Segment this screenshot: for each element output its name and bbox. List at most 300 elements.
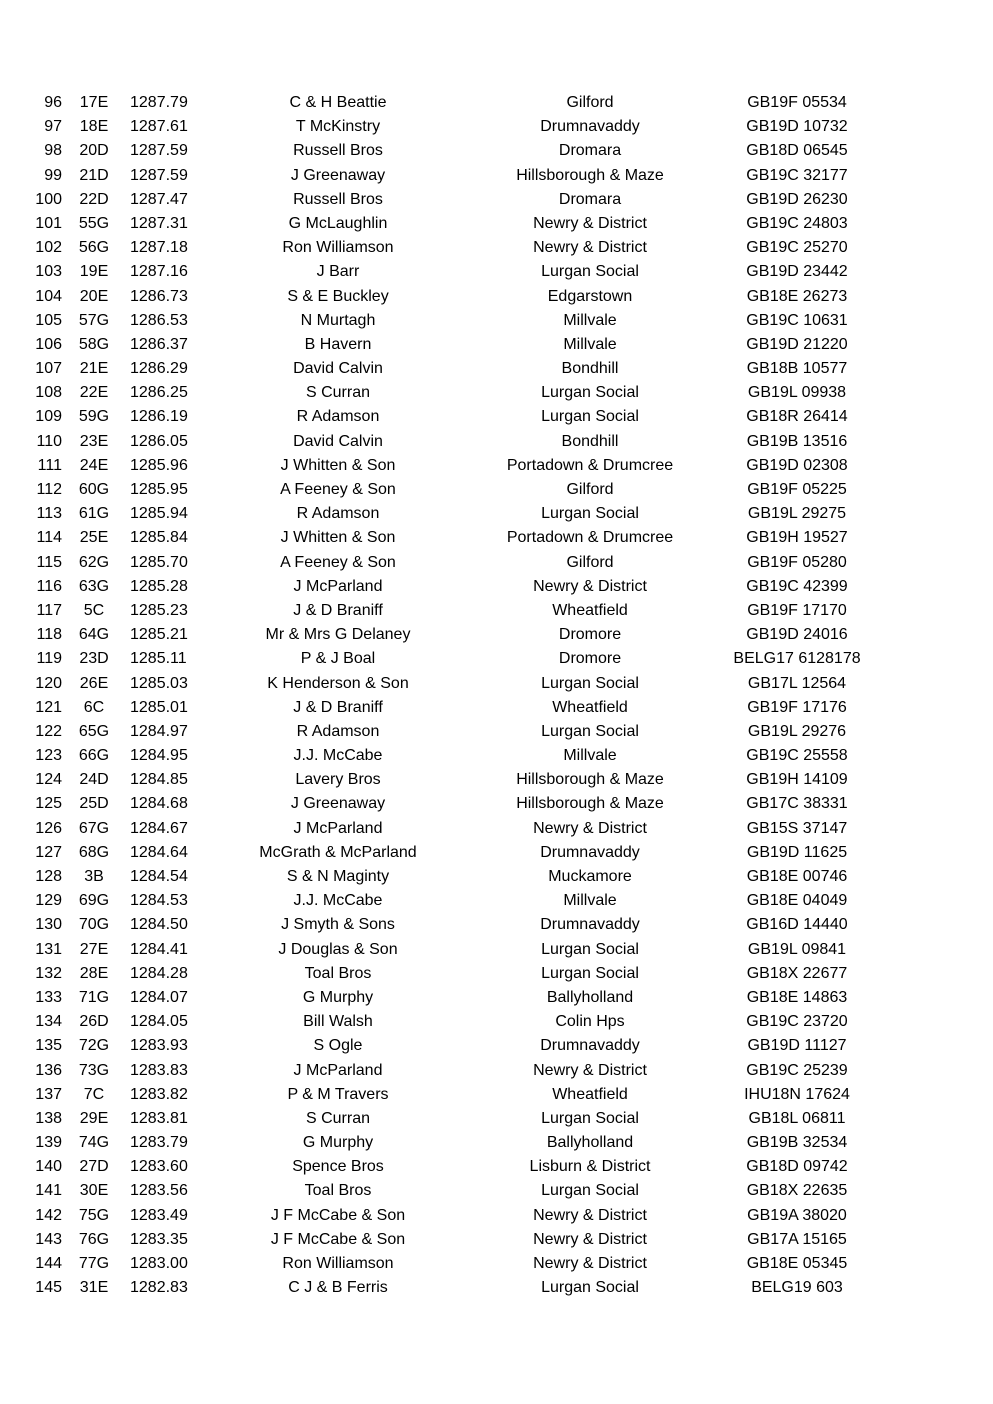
velocity-cell: 1284.41 <box>130 940 188 958</box>
position-cell: 106 <box>35 335 62 353</box>
pen-cell: 21E <box>79 360 109 378</box>
club-cell: Dromore <box>558 650 622 668</box>
position-cell: 103 <box>35 263 62 281</box>
velocity-cell: 1285.11 <box>130 650 187 668</box>
ring-number-cell: GB19F 17170 <box>747 601 847 619</box>
table-row <box>0 526 993 550</box>
velocity-cell: 1284.28 <box>130 964 188 982</box>
table-row <box>0 478 993 502</box>
club-cell: Lurgan Social <box>541 1279 639 1297</box>
pen-cell: 69G <box>78 892 110 910</box>
velocity-cell: 1285.96 <box>130 456 188 474</box>
position-cell: 100 <box>35 190 62 208</box>
velocity-cell: 1285.23 <box>130 601 188 619</box>
fancier-name-cell: J Barr <box>316 263 360 281</box>
velocity-cell: 1283.93 <box>130 1037 188 1055</box>
pen-cell: 70G <box>78 916 110 934</box>
pen-cell: 29E <box>79 1109 109 1127</box>
velocity-cell: 1284.68 <box>130 795 188 813</box>
velocity-cell: 1284.85 <box>130 771 188 789</box>
club-cell: Hillsborough & Maze <box>516 166 664 184</box>
ring-number-cell: GB19C 32177 <box>746 166 848 184</box>
fancier-name-cell: J.J. McCabe <box>293 747 383 765</box>
pen-cell: 28E <box>79 964 109 982</box>
club-cell: Muckamore <box>548 868 632 885</box>
pen-cell: 3B <box>84 868 104 885</box>
fancier-name-cell: S Ogle <box>313 1037 363 1055</box>
pen-cell: 71G <box>78 988 110 1006</box>
table-row <box>0 1083 993 1107</box>
pen-cell: 66G <box>78 747 110 765</box>
table-row <box>0 1107 993 1131</box>
club-cell: Hillsborough & Maze <box>516 795 664 813</box>
velocity-cell: 1283.83 <box>130 1061 188 1079</box>
ring-number-cell: GB19C 25558 <box>746 747 848 765</box>
fancier-name-cell: David Calvin <box>293 360 383 378</box>
club-cell: Hillsborough & Maze <box>516 771 664 789</box>
position-cell: 141 <box>35 1182 62 1200</box>
pen-cell: 65G <box>78 722 110 740</box>
fancier-name-cell: Ron Williamson <box>282 1255 394 1272</box>
club-cell: Millvale <box>563 311 617 329</box>
fancier-name-cell: S Curran <box>305 384 371 402</box>
velocity-cell: 1286.19 <box>130 408 188 426</box>
pen-cell: 7C <box>83 1085 105 1103</box>
ring-number-cell: GB19D 10732 <box>746 118 848 136</box>
position-cell: 111 <box>37 456 62 474</box>
table-row <box>0 817 993 841</box>
ring-number-cell: GB18E 04049 <box>746 892 848 910</box>
pen-cell: 23E <box>79 432 109 450</box>
fancier-name-cell: Russell Bros <box>293 142 383 160</box>
ring-number-cell: GB19C 24803 <box>746 214 848 232</box>
club-cell: Wheatfield <box>552 698 628 716</box>
position-cell: 120 <box>35 674 62 692</box>
fancier-name-cell: J Whitten & Son <box>280 456 396 474</box>
fancier-name-cell: Lavery Bros <box>295 771 381 789</box>
pen-cell: 20E <box>79 287 109 305</box>
table-row <box>0 1059 993 1083</box>
club-cell: Lurgan Social <box>541 1182 639 1200</box>
velocity-cell: 1286.37 <box>130 335 188 353</box>
velocity-cell: 1286.73 <box>130 287 188 305</box>
position-cell: 127 <box>35 843 62 861</box>
club-cell: Lurgan Social <box>541 384 639 402</box>
pen-cell: 26E <box>79 674 109 692</box>
position-cell: 138 <box>35 1109 62 1127</box>
table-row <box>0 720 993 744</box>
ring-number-cell: GB18X 22635 <box>746 1182 848 1200</box>
club-cell: Bondhill <box>561 360 619 378</box>
table-row <box>0 962 993 986</box>
pen-cell: 75G <box>78 1206 110 1224</box>
club-cell: Millvale <box>563 335 617 353</box>
table-row <box>0 164 993 188</box>
ring-number-cell: GB19C 25270 <box>746 239 848 257</box>
position-cell: 139 <box>35 1134 62 1152</box>
pen-cell: 31E <box>79 1279 109 1297</box>
club-cell: Drumnavaddy <box>540 118 640 136</box>
velocity-cell: 1287.18 <box>130 239 188 257</box>
pen-cell: 21D <box>79 166 109 184</box>
pen-cell: 19E <box>79 263 109 281</box>
pen-cell: 60G <box>78 481 110 498</box>
position-cell: 130 <box>35 916 62 934</box>
position-cell: 108 <box>35 384 62 402</box>
club-cell: Edgarstown <box>547 287 633 305</box>
pen-cell: 24E <box>79 456 109 474</box>
velocity-cell: 1283.49 <box>130 1206 188 1224</box>
position-cell: 132 <box>35 964 62 982</box>
position-cell: 102 <box>35 239 62 257</box>
pen-cell: 20D <box>79 142 109 160</box>
ring-number-cell: GB18E 05345 <box>746 1255 848 1272</box>
table-row <box>0 502 993 526</box>
ring-number-cell: GB18D 06545 <box>746 142 848 160</box>
ring-number-cell: GB19L 29275 <box>747 505 847 523</box>
position-cell: 142 <box>35 1206 62 1224</box>
table-row <box>0 768 993 792</box>
position-cell: 137 <box>35 1085 62 1103</box>
pen-cell: 68G <box>78 843 110 861</box>
pen-cell: 22E <box>79 384 109 402</box>
pen-cell: 73G <box>78 1061 110 1079</box>
ring-number-cell: GB18B 10577 <box>746 360 848 378</box>
ring-number-cell: GB17C 38331 <box>746 795 848 813</box>
velocity-cell: 1283.82 <box>130 1085 188 1103</box>
ring-number-cell: GB19A 38020 <box>747 1206 847 1224</box>
velocity-cell: 1284.07 <box>130 988 188 1006</box>
club-cell: Newry & District <box>533 214 647 232</box>
fancier-name-cell: J McParland <box>293 1061 383 1079</box>
table-row <box>0 672 993 696</box>
table-row <box>0 1276 993 1300</box>
ring-number-cell: GB19L 09841 <box>747 940 847 958</box>
table-row <box>0 841 993 865</box>
fancier-name-cell: David Calvin <box>293 432 383 450</box>
table-row <box>0 139 993 163</box>
ring-number-cell: GB19D 11625 <box>746 843 848 861</box>
ring-number-cell: GB19B 13516 <box>746 432 848 450</box>
velocity-cell: 1287.31 <box>130 214 188 232</box>
table-row <box>0 357 993 381</box>
fancier-name-cell: McGrath & McParland <box>259 843 417 861</box>
table-row <box>0 599 993 623</box>
position-cell: 144 <box>35 1255 62 1272</box>
ring-number-cell: GB19F 05534 <box>747 94 847 111</box>
ring-number-cell: BELG17 6128178 <box>733 650 861 668</box>
fancier-name-cell: J & D Braniff <box>293 601 383 619</box>
club-cell: Lisburn & District <box>529 1158 651 1176</box>
table-row <box>0 792 993 816</box>
club-cell: Drumnavaddy <box>540 916 640 934</box>
position-cell: 124 <box>35 771 62 789</box>
table-row <box>0 285 993 309</box>
ring-number-cell: BELG19 603 <box>751 1279 843 1297</box>
velocity-cell: 1284.05 <box>130 1013 188 1031</box>
ring-number-cell: GB19F 17176 <box>747 698 847 716</box>
results-table <box>0 91 993 1300</box>
velocity-cell: 1284.97 <box>130 722 188 740</box>
velocity-cell: 1286.05 <box>130 432 188 450</box>
club-cell: Lurgan Social <box>541 1109 639 1127</box>
position-cell: 114 <box>36 529 62 547</box>
position-cell: 110 <box>36 432 62 450</box>
fancier-name-cell: J Smyth & Sons <box>281 916 395 934</box>
club-cell: Lurgan Social <box>541 940 639 958</box>
table-row <box>0 1131 993 1155</box>
ring-number-cell: GB17L 12564 <box>747 674 847 692</box>
fancier-name-cell: Mr & Mrs G Delaney <box>265 626 411 644</box>
table-row <box>0 1179 993 1203</box>
position-cell: 104 <box>35 287 62 305</box>
club-cell: Gilford <box>566 481 614 498</box>
position-cell: 140 <box>35 1158 62 1176</box>
ring-number-cell: GB19F 05225 <box>747 481 847 498</box>
club-cell: Lurgan Social <box>541 722 639 740</box>
position-cell: 109 <box>35 408 62 426</box>
table-row <box>0 744 993 768</box>
ring-number-cell: GB17A 15165 <box>747 1230 847 1248</box>
table-row <box>0 1204 993 1228</box>
pen-cell: 24D <box>79 771 109 789</box>
position-cell: 97 <box>44 118 62 136</box>
fancier-name-cell: C J & B Ferris <box>288 1279 388 1297</box>
club-cell: Dromore <box>558 626 622 644</box>
velocity-cell: 1283.81 <box>130 1109 188 1127</box>
ring-number-cell: GB19D 23442 <box>746 263 848 281</box>
club-cell: Ballyholland <box>546 1134 634 1152</box>
table-row <box>0 865 993 889</box>
position-cell: 113 <box>36 505 62 523</box>
fancier-name-cell: N Murtagh <box>300 311 376 329</box>
fancier-name-cell: J.J. McCabe <box>293 892 383 910</box>
pen-cell: 67G <box>78 819 110 837</box>
club-cell: Millvale <box>563 892 617 910</box>
fancier-name-cell: J McParland <box>293 577 383 595</box>
velocity-cell: 1287.79 <box>130 94 188 111</box>
pen-cell: 55G <box>78 214 110 232</box>
table-row <box>0 405 993 429</box>
ring-number-cell: GB19D 02308 <box>746 456 848 474</box>
ring-number-cell: GB19C 42399 <box>746 577 848 595</box>
table-row <box>0 696 993 720</box>
club-cell: Portadown & Drumcree <box>506 456 674 474</box>
club-cell: Lurgan Social <box>541 674 639 692</box>
position-cell: 112 <box>36 481 62 498</box>
position-cell: 122 <box>35 722 62 740</box>
pen-cell: 74G <box>78 1134 110 1152</box>
velocity-cell: 1287.59 <box>130 166 188 184</box>
table-row <box>0 551 993 575</box>
fancier-name-cell: C & H Beattie <box>289 94 387 111</box>
fancier-name-cell: J Greenaway <box>290 166 386 184</box>
velocity-cell: 1283.60 <box>130 1158 188 1176</box>
pen-cell: 64G <box>78 626 110 644</box>
velocity-cell: 1285.94 <box>130 505 188 523</box>
velocity-cell: 1285.28 <box>130 577 188 595</box>
club-cell: Portadown & Drumcree <box>506 529 674 547</box>
fancier-name-cell: J F McCabe & Son <box>270 1206 406 1224</box>
pen-cell: 23D <box>79 650 109 668</box>
table-row <box>0 647 993 671</box>
fancier-name-cell: R Adamson <box>296 722 380 740</box>
fancier-name-cell: T McKinstry <box>295 118 381 136</box>
fancier-name-cell: S & N Maginty <box>286 868 390 885</box>
position-cell: 116 <box>36 577 62 595</box>
club-cell: Newry & District <box>533 819 647 837</box>
fancier-name-cell: R Adamson <box>296 408 380 426</box>
pen-cell: 57G <box>78 311 110 329</box>
club-cell: Newry & District <box>533 239 647 257</box>
ring-number-cell: GB19L 09938 <box>747 384 847 402</box>
position-cell: 96 <box>44 94 62 111</box>
position-cell: 115 <box>36 553 62 571</box>
table-row <box>0 333 993 357</box>
table-row <box>0 1155 993 1179</box>
fancier-name-cell: G Murphy <box>302 1134 374 1152</box>
velocity-cell: 1282.83 <box>130 1279 188 1297</box>
ring-number-cell: GB18L 06811 <box>748 1109 846 1127</box>
pen-cell: 22D <box>79 190 109 208</box>
club-cell: Colin Hps <box>555 1013 625 1031</box>
table-row <box>0 889 993 913</box>
table-row <box>0 1228 993 1252</box>
position-cell: 99 <box>44 166 62 184</box>
table-row <box>0 212 993 236</box>
fancier-name-cell: S Curran <box>305 1109 371 1127</box>
pen-cell: 56G <box>78 239 110 257</box>
position-cell: 143 <box>35 1230 62 1248</box>
club-cell: Newry & District <box>533 1255 647 1272</box>
pen-cell: 62G <box>78 553 110 571</box>
velocity-cell: 1287.59 <box>130 142 188 160</box>
ring-number-cell: GB19D 21220 <box>746 335 848 353</box>
pen-cell: 27D <box>79 1158 109 1176</box>
position-cell: 129 <box>35 892 62 910</box>
fancier-name-cell: Spence Bros <box>292 1158 384 1176</box>
ring-number-cell: GB19H 14109 <box>746 771 848 789</box>
fancier-name-cell: B Havern <box>304 335 372 353</box>
table-row <box>0 575 993 599</box>
club-cell: Drumnavaddy <box>540 843 640 861</box>
club-cell: Newry & District <box>533 1061 647 1079</box>
fancier-name-cell: J F McCabe & Son <box>270 1230 406 1248</box>
position-cell: 98 <box>44 142 62 160</box>
club-cell: Millvale <box>563 747 617 765</box>
fancier-name-cell: J Greenaway <box>290 795 386 813</box>
velocity-cell: 1285.01 <box>130 698 188 716</box>
club-cell: Lurgan Social <box>541 505 639 523</box>
fancier-name-cell: J McParland <box>293 819 383 837</box>
club-cell: Newry & District <box>533 1230 647 1248</box>
pen-cell: 27E <box>79 940 109 958</box>
pen-cell: 76G <box>78 1230 110 1248</box>
pen-cell: 26D <box>79 1013 109 1031</box>
fancier-name-cell: K Henderson & Son <box>267 674 409 692</box>
fancier-name-cell: P & J Boal <box>300 650 376 668</box>
position-cell: 101 <box>35 214 62 232</box>
velocity-cell: 1283.35 <box>130 1230 188 1248</box>
position-cell: 128 <box>35 868 62 885</box>
club-cell: Drumnavaddy <box>540 1037 640 1055</box>
club-cell: Lurgan Social <box>541 408 639 426</box>
fancier-name-cell: R Adamson <box>296 505 380 523</box>
position-cell: 126 <box>35 819 62 837</box>
velocity-cell: 1284.53 <box>130 892 188 910</box>
velocity-cell: 1284.54 <box>130 868 188 885</box>
velocity-cell: 1286.29 <box>130 360 188 378</box>
ring-number-cell: GB19H 19527 <box>746 529 848 547</box>
velocity-cell: 1285.84 <box>130 529 188 547</box>
ring-number-cell: GB19L 29276 <box>747 722 847 740</box>
pen-cell: 5C <box>83 601 105 619</box>
table-row <box>0 938 993 962</box>
ring-number-cell: IHU18N 17624 <box>744 1085 850 1103</box>
pen-cell: 25E <box>79 529 109 547</box>
ring-number-cell: GB18D 09742 <box>746 1158 848 1176</box>
table-row <box>0 309 993 333</box>
velocity-cell: 1285.03 <box>130 674 188 692</box>
ring-number-cell: GB19D 24016 <box>746 626 848 644</box>
velocity-cell: 1287.16 <box>130 263 188 281</box>
ring-number-cell: GB19C 25239 <box>746 1061 848 1079</box>
club-cell: Wheatfield <box>552 601 628 619</box>
fancier-name-cell: G McLaughlin <box>288 214 388 232</box>
ring-number-cell: GB18E 14863 <box>746 988 848 1006</box>
velocity-cell: 1285.95 <box>130 481 188 498</box>
ring-number-cell: GB16D 14440 <box>746 916 848 934</box>
velocity-cell: 1283.79 <box>130 1134 188 1152</box>
ring-number-cell: GB18E 00746 <box>746 868 848 885</box>
velocity-cell: 1286.25 <box>130 384 188 402</box>
position-cell: 119 <box>36 650 62 668</box>
club-cell: Ballyholland <box>546 988 634 1006</box>
club-cell: Wheatfield <box>552 1085 628 1103</box>
velocity-cell: 1284.67 <box>130 819 188 837</box>
velocity-cell: 1283.56 <box>130 1182 188 1200</box>
velocity-cell: 1283.00 <box>130 1255 188 1272</box>
ring-number-cell: GB18R 26414 <box>746 408 848 426</box>
ring-number-cell: GB19C 23720 <box>746 1013 848 1031</box>
ring-number-cell: GB18X 22677 <box>746 964 848 982</box>
velocity-cell: 1287.61 <box>130 118 188 136</box>
velocity-cell: 1287.47 <box>130 190 188 208</box>
position-cell: 118 <box>36 626 62 644</box>
fancier-name-cell: J & D Braniff <box>293 698 383 716</box>
ring-number-cell: GB19F 05280 <box>747 553 847 571</box>
velocity-cell: 1284.95 <box>130 747 188 765</box>
club-cell: Bondhill <box>561 432 619 450</box>
velocity-cell: 1284.64 <box>130 843 188 861</box>
position-cell: 117 <box>36 601 62 619</box>
fancier-name-cell: G Murphy <box>302 988 374 1006</box>
club-cell: Newry & District <box>533 1206 647 1224</box>
table-row <box>0 236 993 260</box>
ring-number-cell: GB19C 10631 <box>746 311 848 329</box>
velocity-cell: 1286.53 <box>130 311 188 329</box>
table-row <box>0 430 993 454</box>
position-cell: 131 <box>35 940 62 958</box>
club-cell: Dromara <box>558 190 622 208</box>
ring-number-cell: GB18E 26273 <box>746 287 848 305</box>
table-row <box>0 913 993 937</box>
table-row <box>0 986 993 1010</box>
position-cell: 136 <box>35 1061 62 1079</box>
pen-cell: 17E <box>79 94 109 111</box>
club-cell: Gilford <box>566 553 614 571</box>
ring-number-cell: GB15S 37147 <box>746 819 848 837</box>
